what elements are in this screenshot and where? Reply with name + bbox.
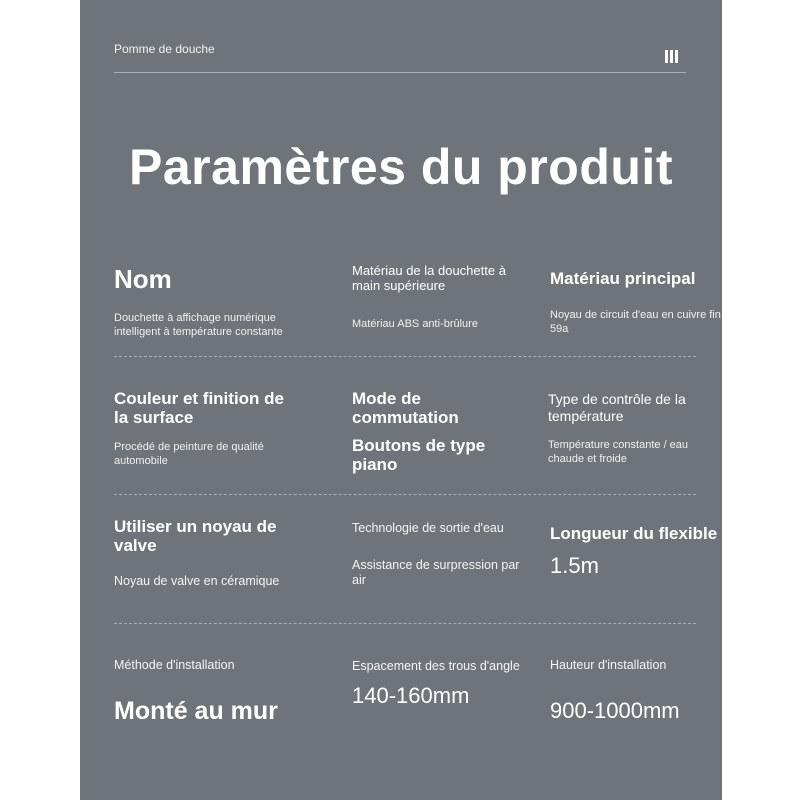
brand-label: Pomme de douche xyxy=(114,42,215,56)
param-name xyxy=(114,264,294,339)
param-label: Nom xyxy=(114,264,172,294)
param-label: Matériau de la douchette à main supérieure xyxy=(352,263,506,293)
param-label: Type de contrôle de la température xyxy=(548,391,686,424)
param-value: 1.5m xyxy=(550,553,599,578)
param-value: 140-160mm xyxy=(352,683,470,708)
param-hose-length xyxy=(550,524,730,579)
param-label: Hauteur d'installation xyxy=(550,658,667,672)
param-water-outlet-tech xyxy=(352,520,532,588)
param-label: Technologie de sortie d'eau xyxy=(352,521,504,535)
header-divider xyxy=(114,72,686,73)
param-value: Noyau de circuit d'eau en cuivre fin 59a xyxy=(550,309,721,335)
param-value: Noyau de valve en céramique xyxy=(114,574,280,588)
page-title: Paramètres du produit xyxy=(129,139,673,195)
param-value: Assistance de surpression par air xyxy=(352,558,520,587)
param-label: Couleur et finition de la surface xyxy=(114,389,284,427)
param-valve-core xyxy=(114,517,294,589)
param-surface-finish xyxy=(114,389,294,468)
param-temp-control xyxy=(548,391,718,466)
param-hole-spacing xyxy=(352,658,532,709)
param-main-material xyxy=(550,269,730,336)
param-install-height xyxy=(550,658,720,724)
param-value: Monté au mur xyxy=(114,697,278,725)
param-value: Matériau ABS anti-brûlure xyxy=(352,318,478,330)
parameters-panel xyxy=(80,0,722,800)
row-divider xyxy=(114,494,696,495)
row-divider xyxy=(114,623,696,624)
param-label: Matériau principal xyxy=(550,269,696,288)
param-handshower-material xyxy=(352,263,532,331)
param-value: Douchette à affichage numérique intelligent à température constante xyxy=(114,312,283,338)
param-switch-mode xyxy=(352,389,532,474)
param-label: Méthode d'installation xyxy=(114,658,235,672)
param-label: Longueur du flexible xyxy=(550,524,718,543)
param-value: 900-1000mm xyxy=(550,698,680,723)
param-value: Procédé de peinture de qualité automobile xyxy=(114,441,264,467)
param-label: Espacement des trous d'angle xyxy=(352,659,520,673)
param-value: Température constante / eau chaude et froide xyxy=(548,439,689,465)
param-label: Mode de commutation xyxy=(352,389,459,427)
param-install-method xyxy=(114,658,324,725)
menu-bars-icon xyxy=(665,50,678,63)
param-value: Boutons de type piano xyxy=(352,436,486,474)
row-divider xyxy=(114,356,696,357)
param-label: Utiliser un noyau de valve xyxy=(114,517,277,555)
